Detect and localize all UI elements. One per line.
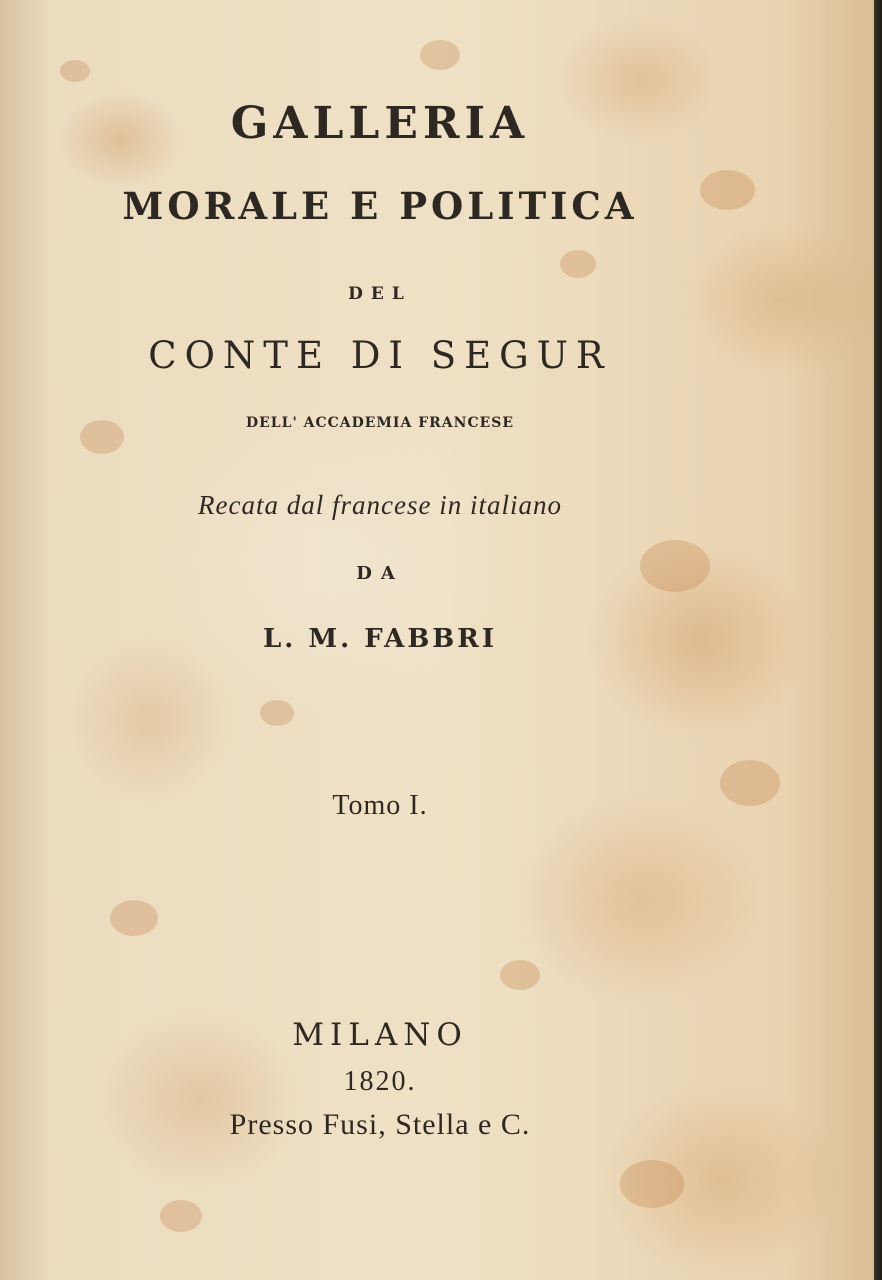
foxing-spot	[160, 1200, 202, 1232]
foxing-spot	[420, 40, 460, 70]
volume-label: Tomo I.	[332, 790, 428, 821]
publication-year: 1820.	[343, 1066, 417, 1097]
book-title: GALLERIA	[230, 98, 530, 149]
foxing-spot	[60, 60, 90, 82]
da-line: DA	[356, 563, 404, 584]
author-name: CONTE DI SEGUR	[148, 334, 612, 377]
foxing-spot	[500, 960, 540, 990]
book-subtitle: MORALE E POLITICA	[122, 184, 638, 228]
foxing-spot	[260, 700, 294, 726]
translation-note: Recata dal francese in italiano	[198, 490, 562, 520]
foxing-spot	[110, 900, 158, 936]
foxing-spot	[620, 1160, 684, 1208]
translator-name: L. M. FABBRI	[262, 624, 498, 654]
publication-city: MILANO	[292, 1017, 468, 1053]
publisher-line: Presso Fusi, Stella e C.	[229, 1108, 531, 1141]
del-line: DEL	[348, 284, 412, 304]
page-edge-shadow	[874, 0, 882, 1280]
author-affiliation: DELL' ACCADEMIA FRANCESE	[245, 415, 515, 431]
foxing-spot	[560, 250, 596, 278]
